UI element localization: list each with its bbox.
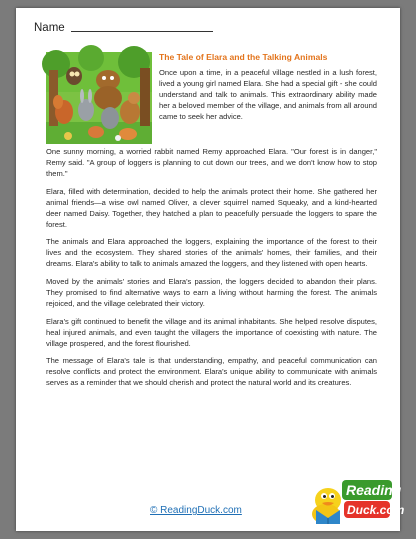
logo-text-duck: Duck.com [347,503,405,517]
story-title: The Tale of Elara and the Talking Animals [159,52,328,62]
logo-text-reading: Reading [346,482,402,498]
story-paragraph: Elara's gift continued to benefit the village and its animal inhabitants. She helped resolve disputes, heal injured animals, and even taught the villagers the importance of coexisting with nature. The village prospered, and the forest flourished. [46,316,377,348]
story-intro: Once upon a time, in a peaceful village nestled in a lush forest, lived a young girl named Elara. She had a special gift - she could understand and talk to animals. This extraordinary ability made her a beloved member of the village, and animals from all around came to seek her advice. [159,68,377,122]
name-line [71,30,213,32]
story-paragraph: One sunny morning, a worried rabbit named Remy approached Elara. "Our forest is in danger," Remy said. "A group of loggers is planning to cut down our trees, and we don't know how to stop them." [46,147,377,179]
story-paragraph: Moved by the animals' stories and Elara's passion, the loggers decided to abandon their plans. They promised to find alternative ways to earn a living without harming the forest. The animals rejoiced, and the village celebrated their victory. [46,276,377,309]
worksheet-page [16,8,405,531]
story-paragraph: Elara, filled with determination, decided to help the animals protect their home. She gathered her animal friends—a wise owl named Oliver, a clever squirrel named Squeaky, and a kind-hearted deer named Daisy. Together, they hatched a plan to peacefully persuade the loggers to spare the forest. [46,186,377,229]
story-paragraph: The message of Elara's tale is that understanding, empathy, and peaceful communication can resolve conflicts and protect the environment. Elara's unique ability to communicate with animals serves as a reminder that we should cherish and protect the natural world and its creatures. [46,356,377,388]
name-label: Name [34,22,65,34]
forest-animals-illustration [46,52,152,144]
readingduck-link[interactable]: © ReadingDuck.com [150,505,242,516]
story-body [46,146,377,395]
reading-duck-logo [312,474,405,528]
name-row [34,22,213,34]
story-paragraph: The animals and Elara approached the loggers, explaining the importance of the forest to their lives and the ecosystem. They shared stories of the animals' homes, their families, and their dreams. Elara's ability to talk to animals amazed the loggers, and they listened with open hearts. [46,237,377,269]
